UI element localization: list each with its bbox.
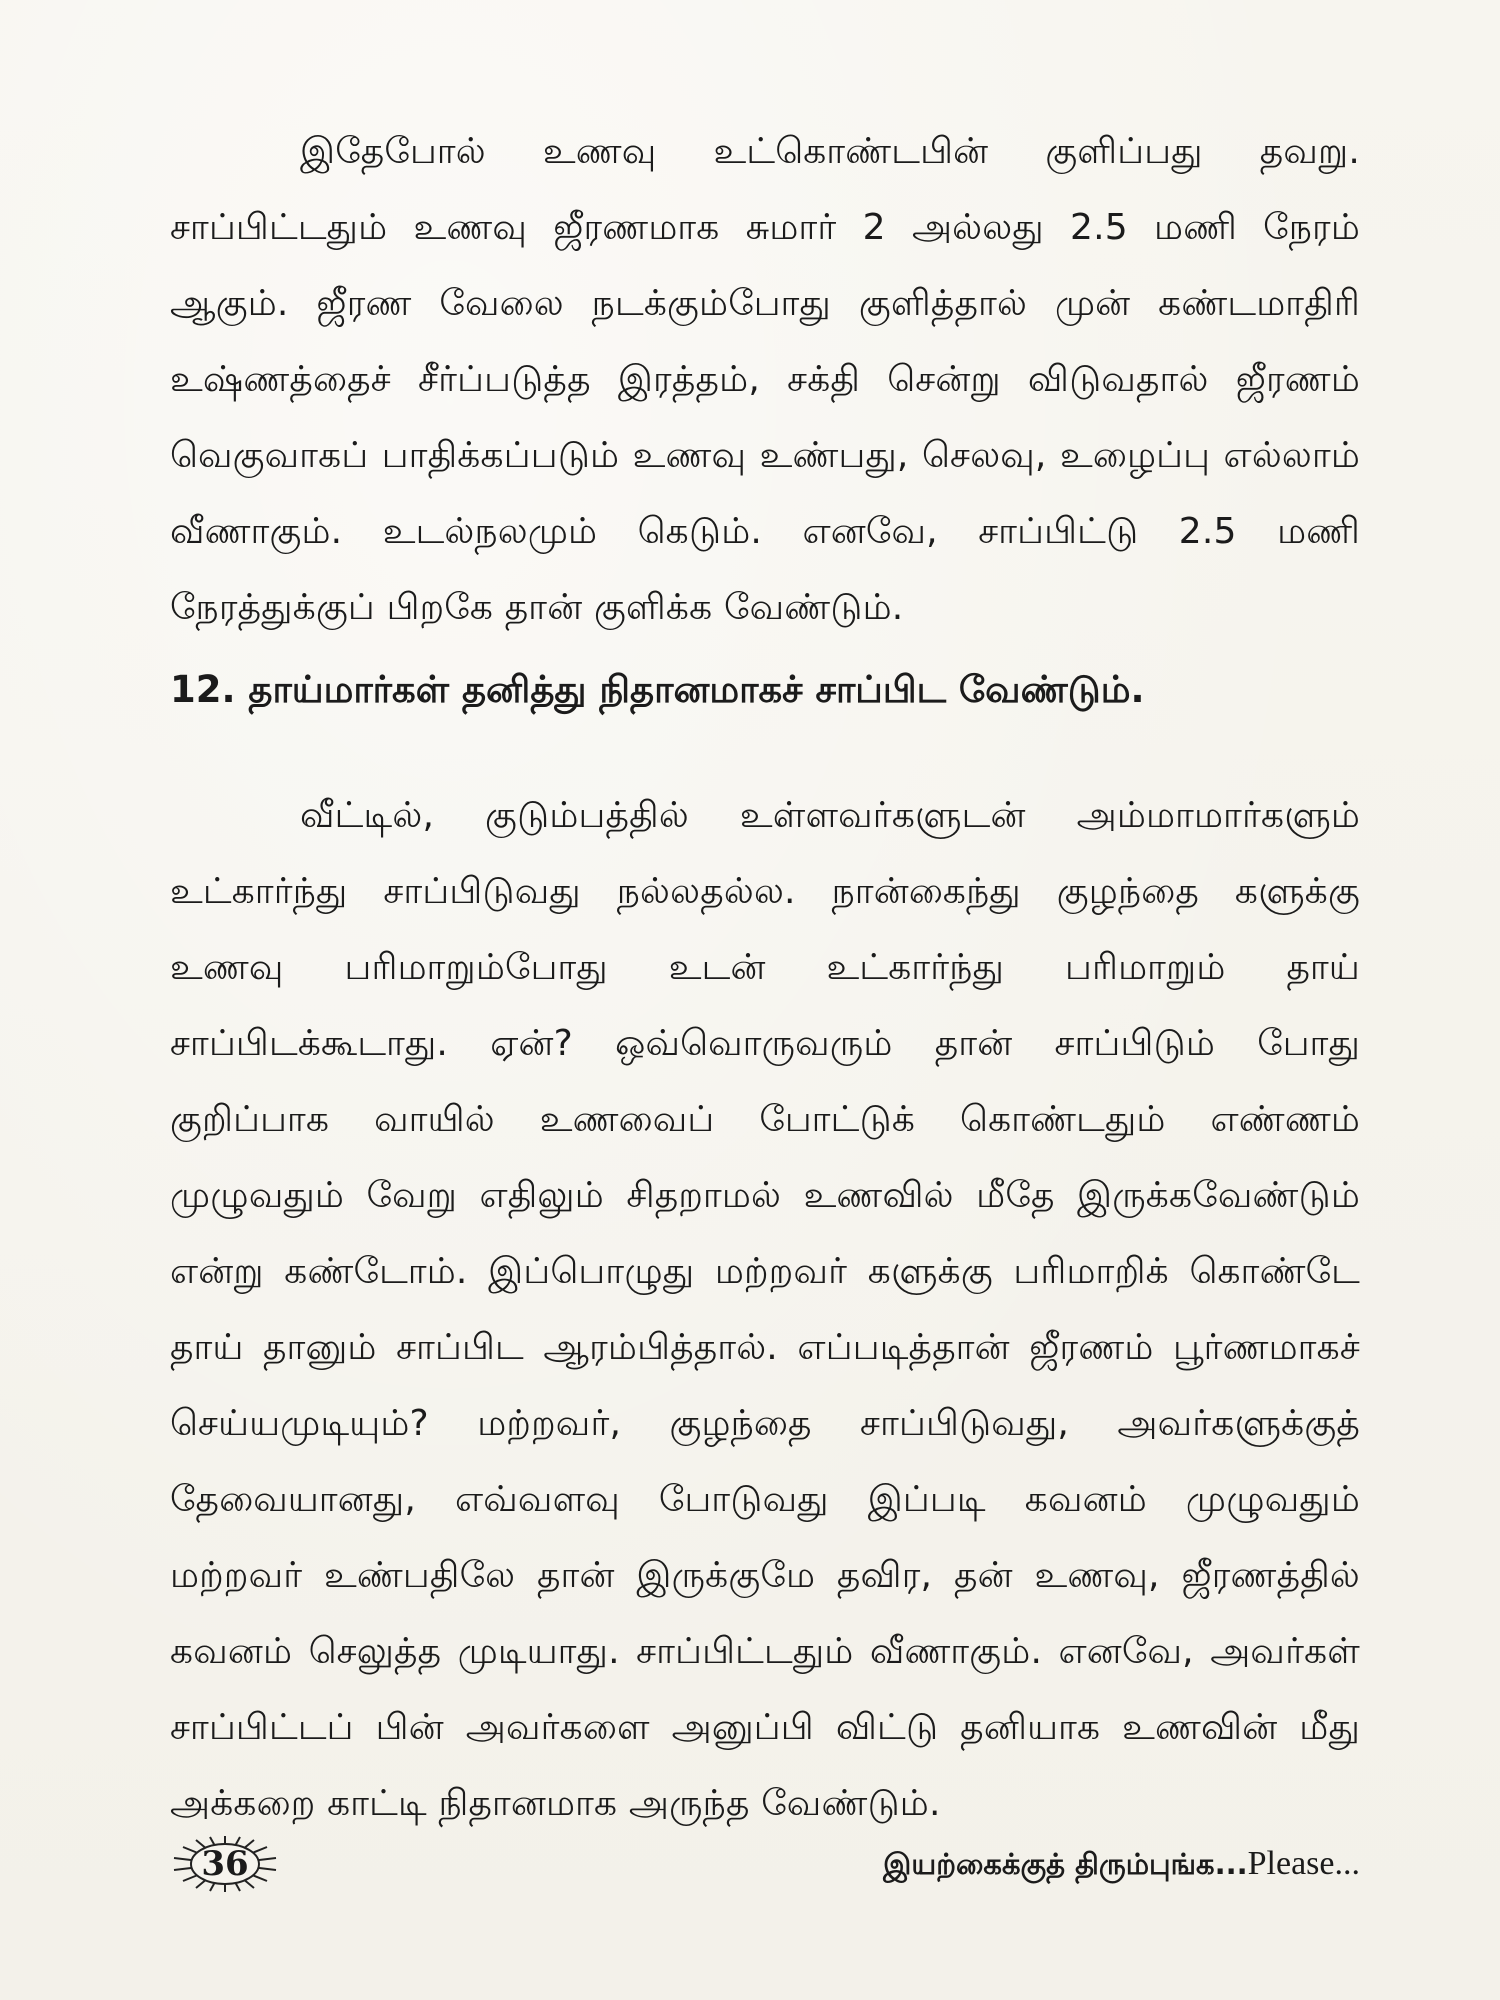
- page-number-badge: [170, 1834, 280, 1894]
- paragraph-bathing-after-meal: இதேபோல் உணவு உட்கொண்டபின் குளிப்பது தவறு. சாப்பிட்டதும் உணவு ஜீரணமாக சுமார் 2 அல்லது 2.5 மணி நேரம் ஆகும். ஜீரண வேலை நடக்கும்போது குளித்தால் முன் கண்டமாதிரி உஷ்ணத்தைச் சீர்ப்படுத்த இரத்தம், சக்தி சென்று விடுவதால் ஜீரணம் வெகுவாகப் பாதிக்கப்படும் உணவு உண்பது, செலவு, உழைப்பு எல்லாம் வீணாகும். உடல்நலமும் கெடும். எனவே, சாப்பிட்டு 2.5 மணி நேரத்துக்குப் பிறகே தான் குளிக்க வேண்டும்.: [170, 131, 1360, 628]
- footer-tagline-latin: Please...: [1247, 1845, 1360, 1882]
- footer-tagline-tamil: இயற்கைக்குத் திரும்புங்க...: [883, 1847, 1248, 1881]
- section-heading: 12. தாய்மார்கள் தனித்து நிதானமாகச் சாப்பிட வேண்டும்.: [170, 668, 1145, 711]
- page-footer: [170, 1834, 1360, 1894]
- page-number: 36: [201, 1844, 249, 1884]
- footer-tagline: [883, 1842, 1360, 1886]
- paragraph-mothers-eating: வீட்டில், குடும்பத்தில் உள்ளவர்களுடன் அம்மாமார்களும் உட்கார்ந்து சாப்பிடுவது நல்லதல்ல. நான்கைந்து குழந்தை களுக்கு உணவு பரிமாறும்போது உடன் உட்கார்ந்து பரிமாறும் தாய் சாப்பிடக்கூடாது. ஏன்? ஒவ்வொருவரும் தான் சாப்பிடும் போது குறிப்பாக வாயில் உணவைப் போட்டுக் கொண்டதும் எண்ணம் முழுவதும் வேறு எதிலும் சிதறாமல் உணவில் மீதே இருக்கவேண்டும் என்று கண்டோம். இப்பொழுது மற்றவர் களுக்கு பரிமாறிக் கொண்டே தாய் தானும் சாப்பிட ஆரம்பித்தால். எப்படித்தான் ஜீரணம் பூர்ணமாகச் செய்யமுடியும்? மற்றவர், குழந்தை சாப்பிடுவது, அவர்களுக்குத் தேவையானது, எவ்வளவு போடுவது இப்படி கவனம் முழுவதும் மற்றவர் உண்பதிலே தான் இருக்குமே தவிர, தன் உணவு, ஜீரணத்தில் கவனம் செலுத்த முடியாது. சாப்பிட்டதும் வீணாகும். எனவே, அவர்கள் சாப்பிட்டப் பின் அவர்களை அனுப்பி விட்டு தனியாக உணவின் மீது அக்கறை காட்டி நிதானமாக அருந்த வேண்டும்.: [170, 795, 1360, 1824]
